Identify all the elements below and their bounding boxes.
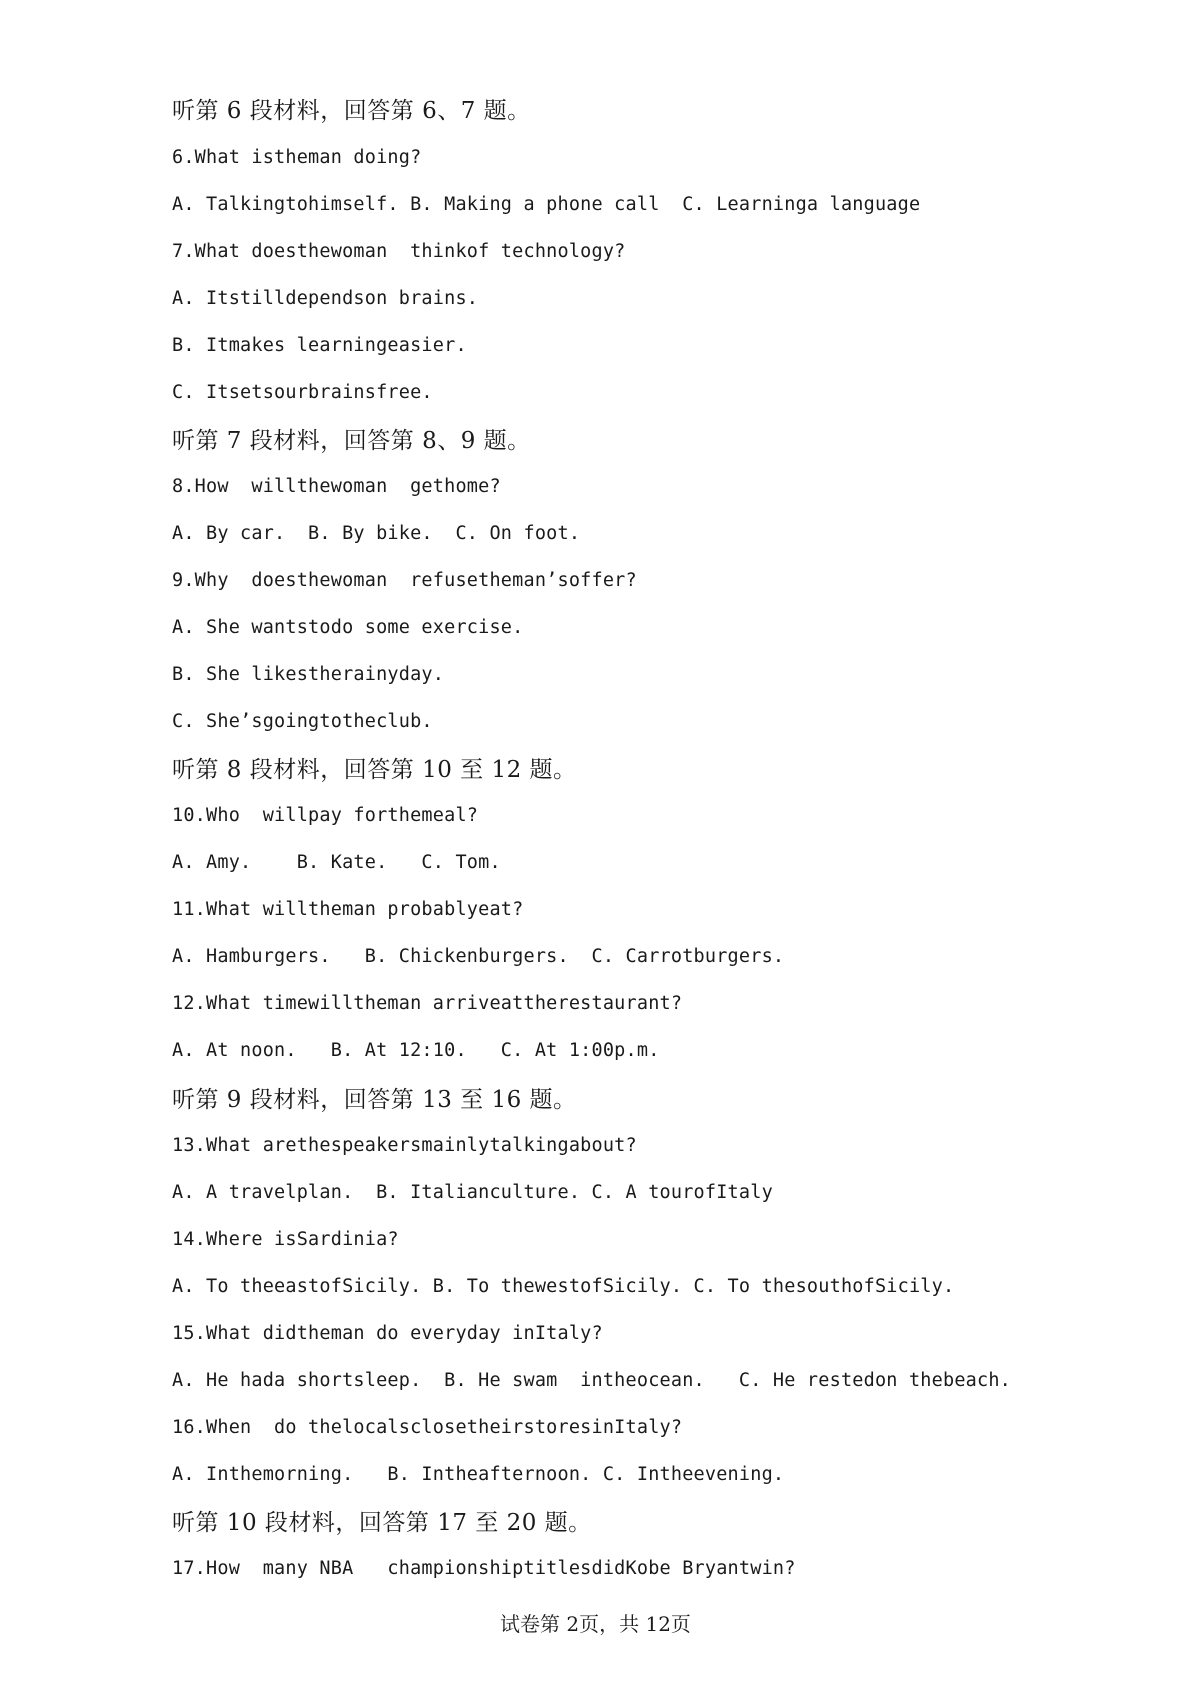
answer-options: A. Inthemorning. B. Intheafternoon. C. Intheevening. — [172, 1464, 785, 1485]
page-footer: 试卷第 2页，共 12页 — [500, 1612, 691, 1636]
question: 6.What istheman doing? — [172, 147, 422, 168]
question: 14.Where isSardinia? — [172, 1229, 399, 1250]
question: 17.How many NBA championshiptitlesdidKobe Bryantwin? — [172, 1558, 796, 1579]
answer-options: A. To theeastofSicily. B. To thewestofSicily. C. To thesouthofSicily. — [172, 1276, 955, 1297]
question: 10.Who willpay forthemeal? — [172, 805, 479, 826]
question: 7.What doesthewoman thinkof technology? — [172, 241, 626, 262]
question: 12.What timewilltheman arriveattherestaurant? — [172, 993, 683, 1014]
answer-options: A. He hada shortsleep. B. He swam intheocean. C. He restedon thebeach. — [172, 1370, 1012, 1391]
section-heading: 听第 8 段材料，回答第 10 至 12 题。 — [172, 757, 577, 783]
question: 13.What arethespeakersmainlytalkingabout? — [172, 1135, 637, 1156]
answer-options: A. Hamburgers. B. Chickenburgers. C. Carrotburgers. — [172, 946, 785, 967]
section-heading: 听第 10 段材料，回答第 17 至 20 题。 — [172, 1510, 592, 1536]
section-heading: 听第 9 段材料，回答第 13 至 16 题。 — [172, 1087, 577, 1113]
answer-option: A. Itstilldependson brains. — [172, 288, 479, 309]
answer-options: A. Talkingtohimself. B. Making a phone call C. Learninga language — [172, 194, 921, 215]
answer-options: A. Amy. B. Kate. C. Tom. — [172, 852, 501, 873]
answer-option: B. She likestherainyday. — [172, 664, 445, 685]
answer-option: B. Itmakes learningeasier. — [172, 335, 467, 356]
answer-options: A. By car. B. By bike. C. On foot. — [172, 523, 581, 544]
question: 11.What willtheman probablyeat? — [172, 899, 524, 920]
question: 9.Why doesthewoman refusetheman’soffer? — [172, 570, 637, 591]
question: 16.When do thelocalsclosetheirstoresinItaly? — [172, 1417, 683, 1438]
answer-options: A. At noon. B. At 12:10. C. At 1:00p.m. — [172, 1040, 660, 1061]
section-heading: 听第 7 段材料，回答第 8、9 题。 — [172, 428, 531, 454]
answer-option: A. She wantstodo some exercise. — [172, 617, 524, 638]
answer-options: A. A travelplan. B. Italianculture. C. A tourofItaly — [172, 1182, 773, 1203]
answer-option: C. She’sgoingtotheclub. — [172, 711, 433, 732]
section-heading: 听第 6 段材料，回答第 6、7 题。 — [172, 98, 531, 124]
question: 15.What didtheman do everyday inItaly? — [172, 1323, 603, 1344]
answer-option: C. Itsetsourbrainsfree. — [172, 382, 433, 403]
question: 8.How willthewoman gethome? — [172, 476, 501, 497]
